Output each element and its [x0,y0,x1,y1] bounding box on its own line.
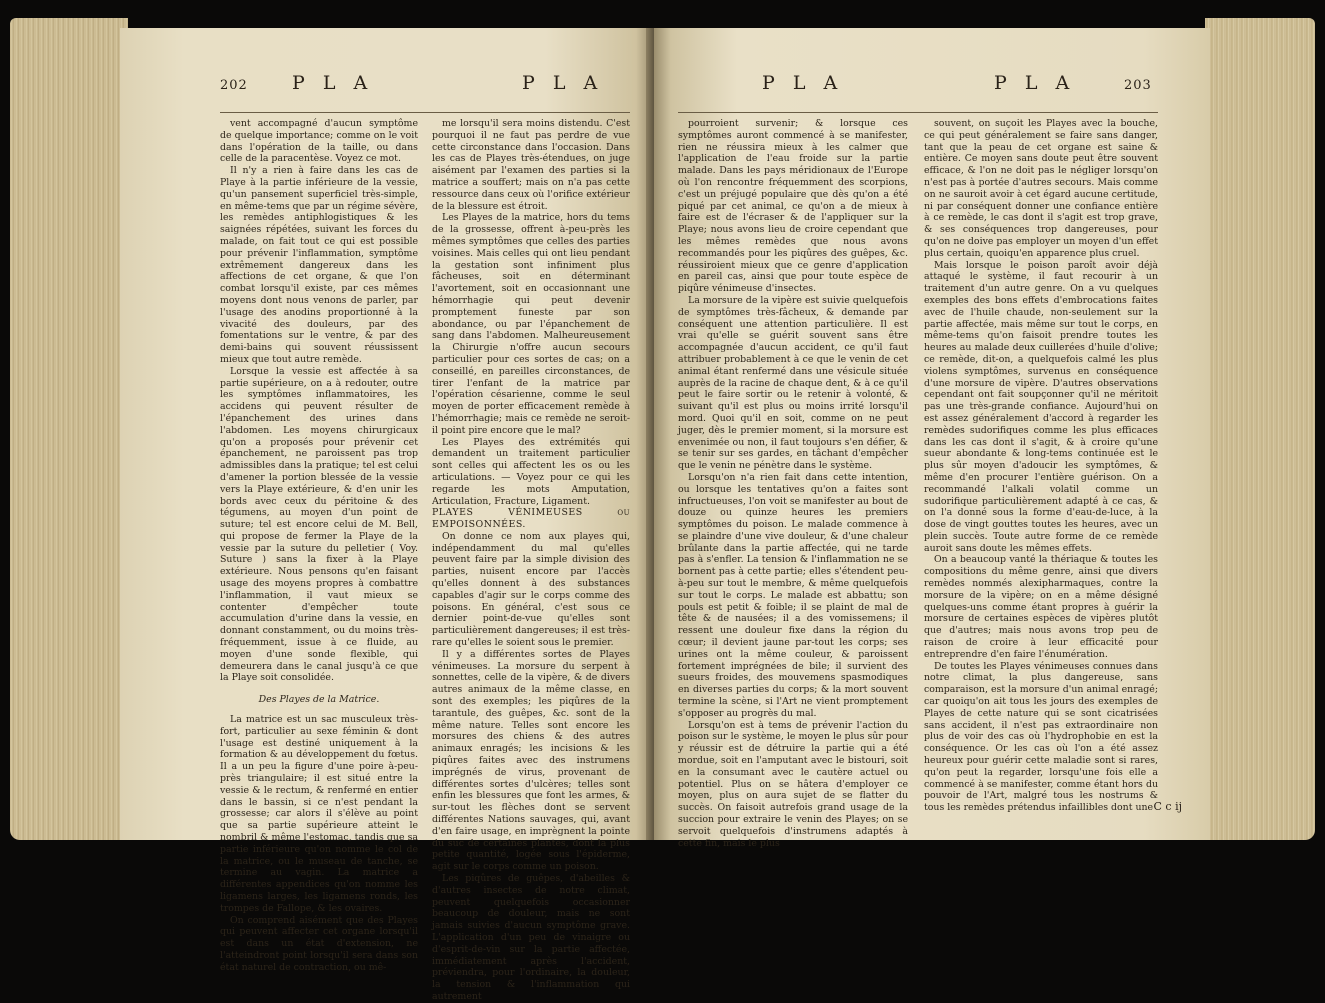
paragraph: Mais lorsque le poison paroît avoir déjà attaqué le système, il faut recourir à un traitement d'un autre genre. On a vu quelques exemples des bons effets d'embrocations faites avec de l'huile chaude, non-seulement sur la partie affectée, mais même sur tout le corps, en même-tems qu'on faisoit prendre toutes les heures au malade deux cuillerées d'huile d'olive; ce remède, dit-on, a quelquefois calmé les plus violens symptômes, survenus en conséquence d'une morsure de vipère. D'autres observations cependant ont fait soupçonner qu'il ne méritoit pas une très-grande confiance. Aujourd'hui on est assez généralement d'accord à regarder les remèdes sudorifiques comme les plus efficaces dans les cas dont il s'agit, & à croire qu'une sueur abondante & long-tems continuée est le plus sûr moyen d'adoucir les symptômes, & même d'en procurer l'entière guérison. On a recommandé l'alkali volatil comme un sudorifique particulièrement adapté à ce cas, & on l'a donné sous la forme d'eau-de-luce, à la dose de vingt gouttes toutes les heures, avec un plein succès. Toute autre forme de ce remède auroit sans doute les mêmes effets. [924,259,1158,554]
left-running-head-b: P L A [522,72,604,94]
left-page [120,28,652,1002]
left-column-2 [432,118,630,1003]
paragraph: Lorsque la vessie est affectée à sa partie supérieure, on a à redouter, outre les symptômes inflammatoires, les accidens qui peuvent résulter de l'épanchement des urines dans l'abdomen. Les moyens chirurgicaux qu'on a proposés pour prévenir cet épanchement, ne paroissent pas trop admissibles dans la pratique; tel est celui d'amener la portion blessée de la vessie vers la Playe extérieure, & d'en unir les bords avec ceux du péritoine & des tégumens, au moyen d'un point de suture; tel est encore celui de M. Bell, qui propose de fermer la Playe de la vessie par la suture du pelletier ( Voy. Suture ) sans la fixer à la Playe extérieure. Nous pensons qu'en faisant usage des moyens propres à combattre l'inflammation, il vaut mieux se contenter d'empêcher toute accumulation d'urine dans la vessie, en donnant constamment, ou du moins très-fréquemment, issue à ce fluide, au moyen d'une sonde flexible, qui demeurera dans le canal jusqu'à ce que la Playe soit consolidée. [220,365,418,684]
paragraph: me lorsqu'il sera moins distendu. C'est pourquoi il ne faut pas perdre de vue cette circonstance dans l'occasion. Dans les cas de Playes très-étendues, on juge aisément par l'examen des parties si la matrice a souffert; mais on n'a pas cette ressource dans ceux où l'orifice extérieur de la blessure est étroit. [432,118,630,212]
paragraph: La matrice est un sac musculeux très-fort, particulier au sexe féminin & dont l'usage est destiné uniquement à la formation & au développement du fœtus. Il a un peu la figure d'une poire à-peu-près triangulaire; il est situé entre la vessie & le rectum, & renfermé en entier dans le bassin, si ce n'est pendant la grossesse; car alors il s'élève au point que sa partie supérieure atteint le nombril & même l'estomac, tandis que sa partie inférieure qu'on nomme le col de la matrice, ou le museau de tanche, se termine au vagin. La matrice a différentes appendices qu'on nomme les ligamens larges, les ligamens ronds, les trompes de Fallope, & les ovaires. [220,714,418,914]
left-head-rule [220,112,630,113]
right-running-head-b: P L A [994,72,1076,94]
right-page-number: 203 [1124,78,1152,93]
right-page [654,28,1210,849]
section-heading: Des Playes de la Matrice. [258,694,380,706]
paragraph: pourroient survenir; & lorsque ces symptômes auront commencé à se manifester, rien ne réussira mieux à les calmer que l'application de l'eau froide sur la partie malade. Dans les pays méridionaux de l'Europe où l'on rencontre fréquemment des scorpions, c'est un préjugé populaire que dès qu'on a été piqué par cet animal, ce qu'on a de mieux à faire est de l'écraser & de l'appliquer sur la Playe; nous avons lieu de croire cependant que les mêmes remèdes que nous avons recommandés pour les piqûres des guêpes, &c. réussiroient mieux que ce genre d'application en pareil cas, ainsi que pour toute espèce de piqûre vénimeuse d'insectes. [678,118,908,295]
paragraph: Lorsqu'on n'a rien fait dans cette intention, ou lorsque les tentatives qu'on a faites sont infructueuses, l'on voit se manifester au bout de douze ou quinze heures les premiers symptômes du poison. Le malade commence à se plaindre d'une vive douleur, & d'une chaleur brûlante dans la partie affectée, qui ne tarde pas à s'enfler. La tension & l'inflammation ne se bornent pas à cette partie; elles s'étendent peu-à-peu sur tout le membre, & même quelquefois sur tout le corps. Le malade est abbattu; son pouls est petit & foible; il se plaint de mal de tête & de nausées; il a des vomissemens; il ressent une douleur fixe dans la région du cœur; il devient jaune par-tout les corps; ses urines ont la même couleur, & paroissent fortement imprégnées de bile; il survient des sueurs froides, des mouvemens spasmodiques en diverses parties du corps; & la mort souvent termine la scène, si l'Art ne vient promptement s'opposer au progrès du mal. [678,471,908,719]
paragraph: Lorsqu'on est à tems de prévenir l'action du poison sur le système, le moyen le plus sûr pour y réussir est de détruire la partie qui a été mordue, soit en l'amputant avec le bistouri, soit en la consumant avec le cautère actuel ou potentiel. Plus on se hâtera d'employer ce moyen, plus on aura sujet de se flatter du succès. On faisoit autrefois grand usage de la succion pour extraire le venin des Playes; on se servoit quelquefois d'instrumens adaptés à cette fin, mais le plus [678,719,908,849]
paragraph: Les piqûres de guêpes, d'abeilles & d'autres insectes de notre climat, peuvent quelquefois occasionner beaucoup de douleur, mais ne sont jamais suivies d'aucun symptôme grave. L'application d'un peu de vinaigre ou d'esprit-de-vin sur la partie affectée, immédiatement après l'accident, préviendra, pour l'ordinaire, la douleur, la tension & l'inflammation qui autrement [432,873,630,1002]
right-running-head-a: P L A [762,72,844,94]
paragraph: La morsure de la vipère est suivie quelquefois de symptômes très-fâcheux, & demande par conséquent une attention particulière. Il est vrai qu'elle se guérit souvent sans être accompagnée d'aucun accident, ce qu'il faut attribuer probablement à ce que le venin de cet animal étant renfermé dans une vésicule située auprès de la racine de chaque dent, & à ce qu'il peut le faire sortir ou le retenir à volonté, & suivant qu'il est plus ou moins irrité lorsqu'il mord. Quoi qu'il en soit, comme on ne peut juger, dès le premier moment, si la morsure est envenimée ou non, il faut toujours s'en défier, & se tenir sur ses gardes, en tâchant d'empêcher que le venin ne pénètre dans le système. [678,294,908,472]
paragraph: On donne ce nom aux playes qui, indépendamment du mal qu'elles peuvent faire par la simple division des parties, nuisent encore par l'accès qu'elles donnent à des substances capables d'agir sur le corps comme des poisons. En général, c'est sous ce dernier point-de-vue qu'elles sont particulièrement dangereuses; il est très-rare qu'elles le soient sous le premier. [432,530,630,649]
paragraph: souvent, on suçoit les Playes avec la bouche, ce qui peut généralement se faire sans danger, tant que la peau de cet organe est saine & entière. Ce moyen sans doute peut être souvent efficace, & l'on ne doit pas le négliger lorsqu'on n'est pas à portée d'autres secours. Mais comme on ne sauroit avoir à cet égard aucune certitude, ni par conséquent donner une confiance entière à ce remède, le cas dont il s'agit est trop grave, & ses conséquences trop dangereuses, pour qu'on ne doive pas employer un moyen d'un effet plus certain, quoiqu'en apparence plus cruel. [924,118,1158,259]
paragraph: On comprend aisément que des Playes qui peuvent affecter cet organe lorsqu'il est dans un état d'extension, ne l'atteindront point lorsqu'il sera dans son état naturel de contraction, ou mê- [220,914,418,973]
signature-mark: C c ij [1153,800,1182,813]
paragraph: vent accompagné d'aucun symptôme de quelque importance; comme on le voit dans l'opération de la taille, ou dans celle de la paracentèse. Voyez ce mot. [220,118,418,165]
left-running-head-a: P L A [292,72,374,94]
paragraph: Il n'y a rien à faire dans les cas de Playe à la partie inférieure de la vessie, qu'un pansement superficiel très-simple, en même-tems que par un régime sévère, les remèdes antiphlogistiques & les saignées répétées, suivant les forces du malade, on fait tout ce qui est possible pour prévenir l'inflammation, symptôme extrêmement dangereux dans les affections de cet organe, & que l'on combat lorsqu'il existe, par ces mêmes moyens dont nous venons de parler, par l'usage des anodins proportionné à la vivacité des douleurs, par des fomentations sur le ventre, & par des demi-bains qui souvent réussissent mieux que tout autre remède. [220,165,418,365]
right-column-1 [678,118,908,849]
paragraph: De toutes les Playes vénimeuses connues dans notre climat, la plus dangereuse, sans comparaison, est la morsure d'un animal enragé; car quoiqu'on ait tous les jours des exemples de Playes de cette nature qui se sont cicatrisées sans accident, il n'est pas extraordinaire non plus de voir des cas où l'hydrophobie en est la conséquence. Or les cas où l'on a été assez heureux pour guérir cette maladie sont si rares, qu'on peut la regarder, lorsqu'une fois elle a commencé à se manifester, comme étant hors du pouvoir de l'Art, malgré tous les nostrums & tous les remèdes prétendus infaillibles dont une [924,660,1158,814]
left-column-1 [220,118,418,974]
left-page-number: 202 [220,78,248,93]
paragraph: On a beaucoup vanté la thériaque & toutes les compositions du même genre, ainsi que divers remèdes nommés alexipharmaques, contre la morsure de la vipère; on en a même désigné quelques-uns comme étant propres à guérir la morsure de certaines espèces de vipères plutôt que d'autres; mais nous avons trop peu de raison de croire à leur efficacité pour entreprendre d'en faire l'énumération. [924,554,1158,660]
paragraph: Les Playes des extrémités qui demandent un traitement particulier sont celles qui affectent les os ou les articulations. — Voyez pour ce qui les regarde les mots Amputation, Articulation, Fracture, Ligament. [432,436,630,507]
entry-heading: PLAYES VÉNIMEUSES ou EMPOISONNÉES. [432,507,630,531]
right-column-2 [924,118,1158,814]
paragraph: Il y a différentes sortes de Playes vénimeuses. La morsure du serpent à sonnettes, celle de la vipère, & de divers autres animaux de la même classe, en sont des exemples; les piqûres de la tarantule, des guêpes, &c. sont de la même nature. Telles sont encore les morsures des chiens & des autres animaux enragés; les incisions & les piqûres faites avec des instrumens imprégnés de virus, provenant de différentes sortes d'ulcères; telles sont enfin les blessures que font les armes, & sur-tout les flèches dont se servent différentes Nations sauvages, qui, avant d'en faire usage, en imprègnent la pointe du suc de certaines plantes, dont la plus petite quantité, logée sous l'épiderme, agit sur le corps comme un poison. [432,648,630,873]
right-head-rule [678,112,1158,113]
book-edge-right [1205,18,1315,840]
book-edge-left [10,18,128,840]
paragraph: Les Playes de la matrice, hors du tems de la grossesse, offrent à-peu-près les mêmes symptômes que celles des parties voisines. Mais celles qui ont lieu pendant la gestation sont infiniment plus fâcheuses, soit en déterminant l'avortement, soit en occasionnant une hémorrhagie qui peut devenir promptement funeste par son abondance, ou par l'épanchement de sang dans l'abdomen. Malheureusement la Chirurgie n'offre aucun secours particulier pour ces sortes de cas; on a conseillé, en pareilles circonstances, de tirer l'enfant de la matrice par l'opération césarienne, comme le seul moyen de porter efficacement remède à l'hémorrhagie; mais ce remède ne seroit-il point pire encore que le mal? [432,212,630,436]
